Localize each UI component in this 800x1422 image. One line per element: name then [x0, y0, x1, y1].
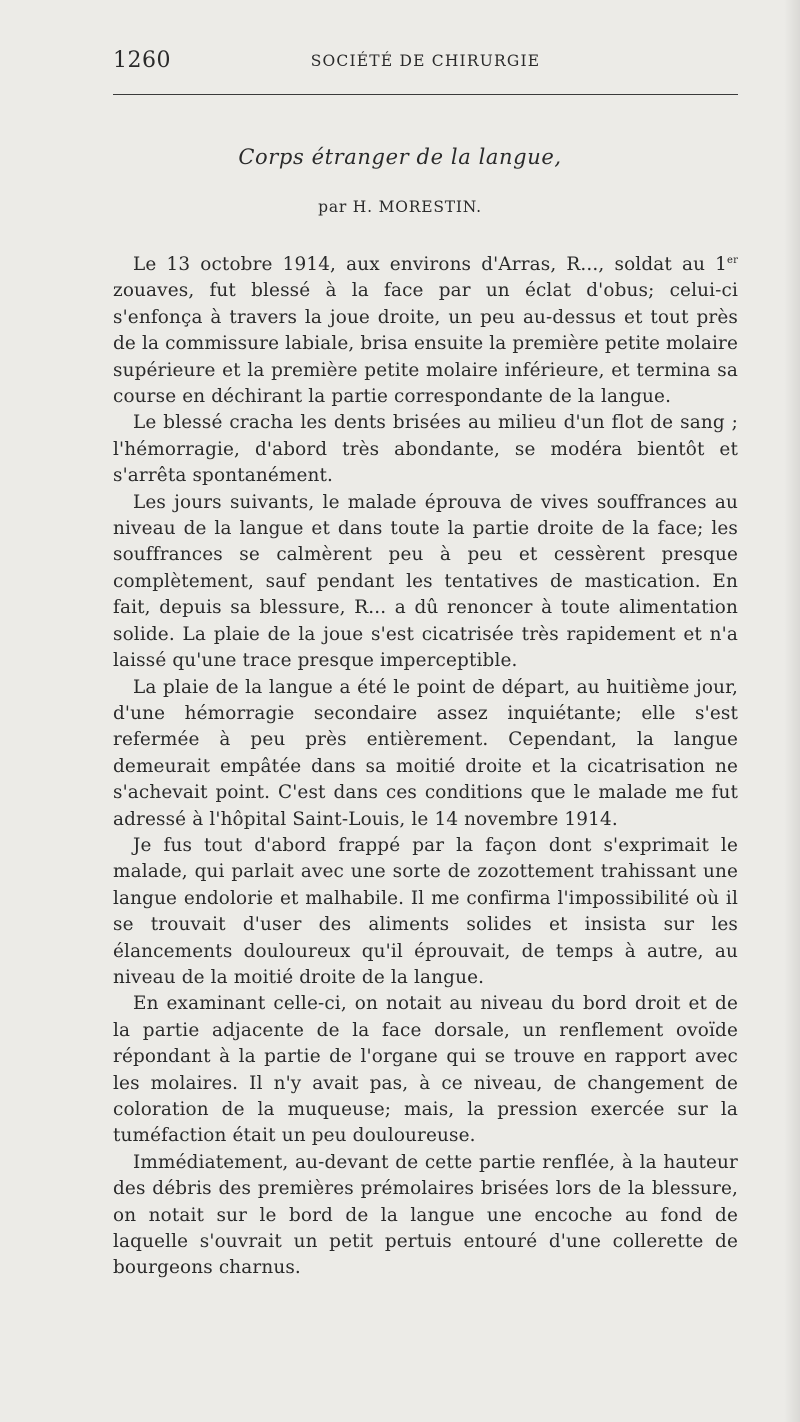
running-head: SOCIÉTÉ DE CHIRURGIE [310, 52, 541, 70]
page-number: 1260 [113, 48, 171, 73]
paragraph: Les jours suivants, le malade éprouva de vives souffrances au niveau de la langue et dans toute la partie droite de la face; les souffrances se calmèrent peu à peu et cessèrent presque complètement, sauf pendant les tentatives de mastication. En fait, depuis sa blessure, R... a dû renoncer à toute alimentation solide. La plaie de la joue s'est cicatrisée très rapidement et n'a laissé qu'une trace presque imperceptible. [113, 491, 738, 672]
paragraph: Je fus tout d'abord frappé par la façon dont s'exprimait le malade, qui parlait avec une sorte de zozottement trahissant une langue endolorie et malhabile. Il me confirma l'impossibilité où il se trouvait d'user des aliments solides et insista sur les élancements douloureux qu'il éprouvait, de temps à autre, au niveau de la moitié droite de la langue. [113, 834, 738, 988]
paragraph: Le blessé cracha les dents brisées au milieu d'un flot de sang ; l'hémorragie, d'abord très abondante, se modéra bientôt et s'arrêta spontanément. [113, 412, 738, 487]
paragraph: En examinant celle-ci, on notait au niveau du bord droit et de la partie adjacente de la face dorsale, un renflement ovoïde répondant à la partie de l'organe qui se trouve en rapport avec les molaires. Il n'y avait pas, à ce niveau, de changement de coloration de la muqueuse; mais, la pression exercée sur la tuméfaction était un peu douloureuse. [113, 993, 738, 1147]
paragraph: La plaie de la langue a été le point de départ, au huitième jour, d'une hémorragie secondaire assez inquiétante; elle s'est refermée à peu près entièrement. Cependant, la langue demeurait empâtée dans sa moitié droite et la cicatrisation ne s'achevait point. C'est dans ces conditions que le malade me fut adressé à l'hôpital Saint-Louis, le 14 novembre 1914. [113, 676, 738, 830]
page-header [113, 48, 738, 78]
article-body [113, 252, 738, 1282]
ordinal-superscript: er [727, 255, 738, 266]
header-rule [113, 94, 738, 95]
article-title: Corps étranger de la langue, [238, 145, 562, 169]
paragraph: Immédiatement, au-devant de cette partie renflée, à la hauteur des débris des premières prémolaires brisées lors de la blessure, on notait sur le bord de la langue une encoche au fond de laquelle s'ouvrait un petit pertuis entouré d'une collerette de bourgeons charnus. [113, 1151, 738, 1279]
paragraph: Le 13 octobre 1914, aux environs d'Arras, R..., soldat au 1er zouaves, fut blessé à la face par un éclat d'obus; celui-ci s'enfonça à travers la joue droite, un peu au-dessus et tout près de la commissure labiale, brisa ensuite la première petite molaire supérieure et la première petite molaire inférieure, et termina sa course en déchirant la partie correspondante de la langue. [113, 254, 738, 408]
author-byline: par H. MORESTIN. [318, 198, 482, 216]
